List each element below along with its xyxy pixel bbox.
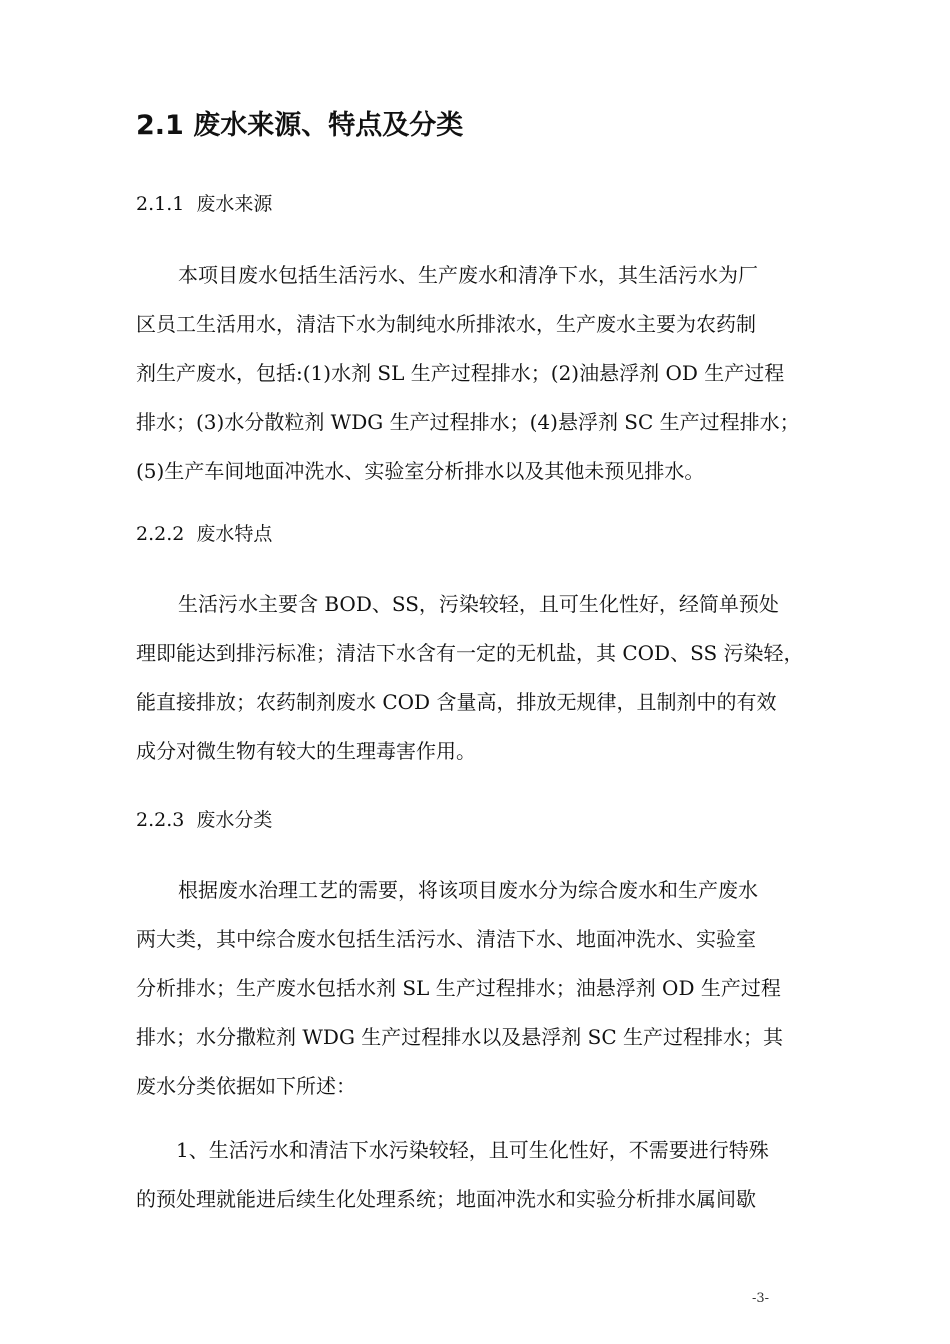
subsection-heading-characteristics [136,520,272,548]
text-line: 1、生活污水和清洁下水污染较轻，且可生化性好，不需要进行特殊 [176,1138,769,1162]
text-line: 排水；水分撒粒剂 WDG 生产过程排水以及悬浮剂 SC 生产过程排水；其 [136,1025,784,1049]
text-line: 生活污水主要含 BOD、SS，污染较轻，且可生化性好，经简单预处 [178,592,779,616]
text-line: 区员工生活用水，清洁下水为制纯水所排浓水，生产废水主要为农药制 [136,312,756,336]
subsection-heading-sources [136,190,272,218]
text-line: 本项目废水包括生活污水、生产废水和清净下水，其生活污水为厂 [178,263,758,287]
text-line: 能直接排放；农药制剂废水 COD 含量高，排放无规律，且制剂中的有效 [136,690,777,714]
paragraph-sources [136,251,800,496]
text-line: 废水分类依据如下所述： [136,1074,356,1098]
text-line: 排水；(3)水分散粒剂 WDG 生产过程排水；(4)悬浮剂 SC 生产过程排水； [136,410,800,434]
subsection-title: 废水来源 [196,193,273,215]
text-line: 的预处理就能进后续生化处理系统；地面冲洗水和实验分析排水属间歇 [136,1187,756,1211]
subsection-number: 2.2.2 [136,523,185,545]
text-line: (5)生产车间地面冲洗水、实验室分析排水以及其他未预见排水。 [136,459,705,483]
subsection-title: 废水分类 [196,809,273,831]
paragraph-classification [136,866,783,1111]
subsection-title: 废水特点 [196,523,273,545]
subsection-heading-classification [136,806,272,834]
list-item-classification-basis [136,1126,769,1224]
text-line: 成分对微生物有较大的生理毒害作用。 [136,739,476,763]
paragraph-characteristics [136,580,804,776]
text-line: 理即能达到排污标准；清洁下水含有一定的无机盐，其 COD、SS 污染轻， [136,641,804,665]
section-heading: 2.1 废水来源、特点及分类 [136,110,464,141]
text-line: 根据废水治理工艺的需要，将该项目废水分为综合废水和生产废水 [178,878,758,902]
subsection-number: 2.1.1 [136,193,185,215]
text-line: 剂生产废水，包括:(1)水剂 SL 生产过程排水；(2)油悬浮剂 OD 生产过程 [136,361,785,385]
text-line: 分析排水；生产废水包括水剂 SL 生产过程排水；油悬浮剂 OD 生产过程 [136,976,781,1000]
subsection-number: 2.2.3 [136,809,185,831]
text-line: 两大类，其中综合废水包括生活污水、清洁下水、地面冲洗水、实验室 [136,927,756,951]
page-number: -3- [752,1291,770,1306]
